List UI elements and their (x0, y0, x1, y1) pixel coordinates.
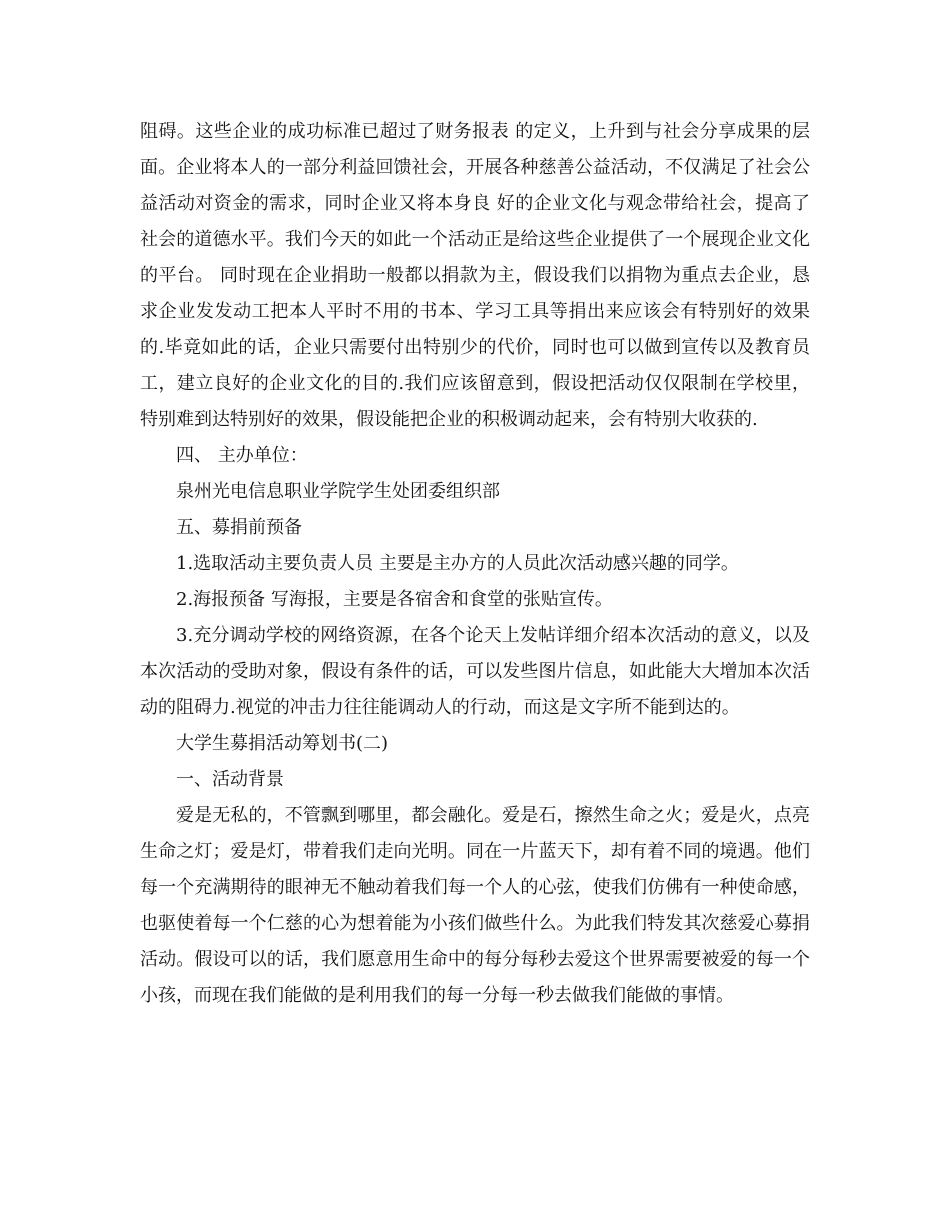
heading-preparation: 五、募捐前预备 (176, 517, 302, 538)
list-item-prep-1: 1.选取活动主要负责人员 主要是主办方的人员此次活动感兴趣的同学。 (176, 553, 739, 574)
heading-organizer: 四、 主办单位： (176, 445, 308, 466)
list-item-prep-3: 3.充分调动学校的网络资源，在各个论天上发帖详细介绍本次活动的意义，以及本次活动的受助对象，假设有条件的话，可以发些图片信息，如此能大大增加本次活动的阻碍力.视觉的冲击力往往能调动人的行动，而这是文字所不能到达的。 (140, 625, 810, 718)
paragraph-background: 爱是无私的，不管飘到哪里，都会融化。爱是石，擦然生命之火；爱是火，点亮生命之灯；爱是灯，带着我们走向光明。同在一片蓝天下，却有着不同的境遇。他们每一个充满期待的眼神无不触动着我们每一个人的心弦，使我们仿佛有一种使命感，也驱使着每一个仁慈的心为想着能为小孩们做些什么。为此我们特发其次慈爱心募捐活动。假设可以的话，我们愿意用生命中的每分每秒去爱这个世界需要被爱的每一个小孩，而现在我们能做的是利用我们的每一分每一秒去做我们能做的事情。 (140, 805, 810, 1006)
heading-background: 一、活动背景 (176, 769, 284, 790)
document-body (140, 114, 810, 1014)
paragraph-organizer-name: 泉州光电信息职业学院学生处团委组织部 (176, 481, 500, 502)
paragraph-corporate-donation: 阻碍。这些企业的成功标准已超过了财务报表 的定义，上升到与社会分享成果的层面。企业将本人的一部分利益回馈社会，开展各种慈善公益活动，不仅满足了社会公益活动对资金的需求，同时企业又将本身良 好的企业文化与观念带给社会，提高了社会的道德水平。我们今天的如此一个活动正是给这些企业提供了一个展现企业文化的平台。 同时现在企业捐助一般都以捐款为主，假设我们以捐物为重点去企业，恳求企业发发动工把本人平时不用的书本、学习工具等捐出来应该会有特别好的效果的.毕竟如此的话，企业只需要付出特别少的代价，同时也可以做到宣传以及教育员工，建立良好的企业文化的目的.我们应该留意到，假设把活动仅仅限制在学校里，特别难到达特别好的效果，假设能把企业的积极调动起来，会有特别大收获的. (140, 121, 810, 430)
section-title-plan-two: 大学生募捐活动筹划书(二) (176, 733, 389, 754)
list-item-prep-2: 2.海报预备 写海报，主要是各宿舍和食堂的张贴宣传。 (176, 589, 613, 610)
